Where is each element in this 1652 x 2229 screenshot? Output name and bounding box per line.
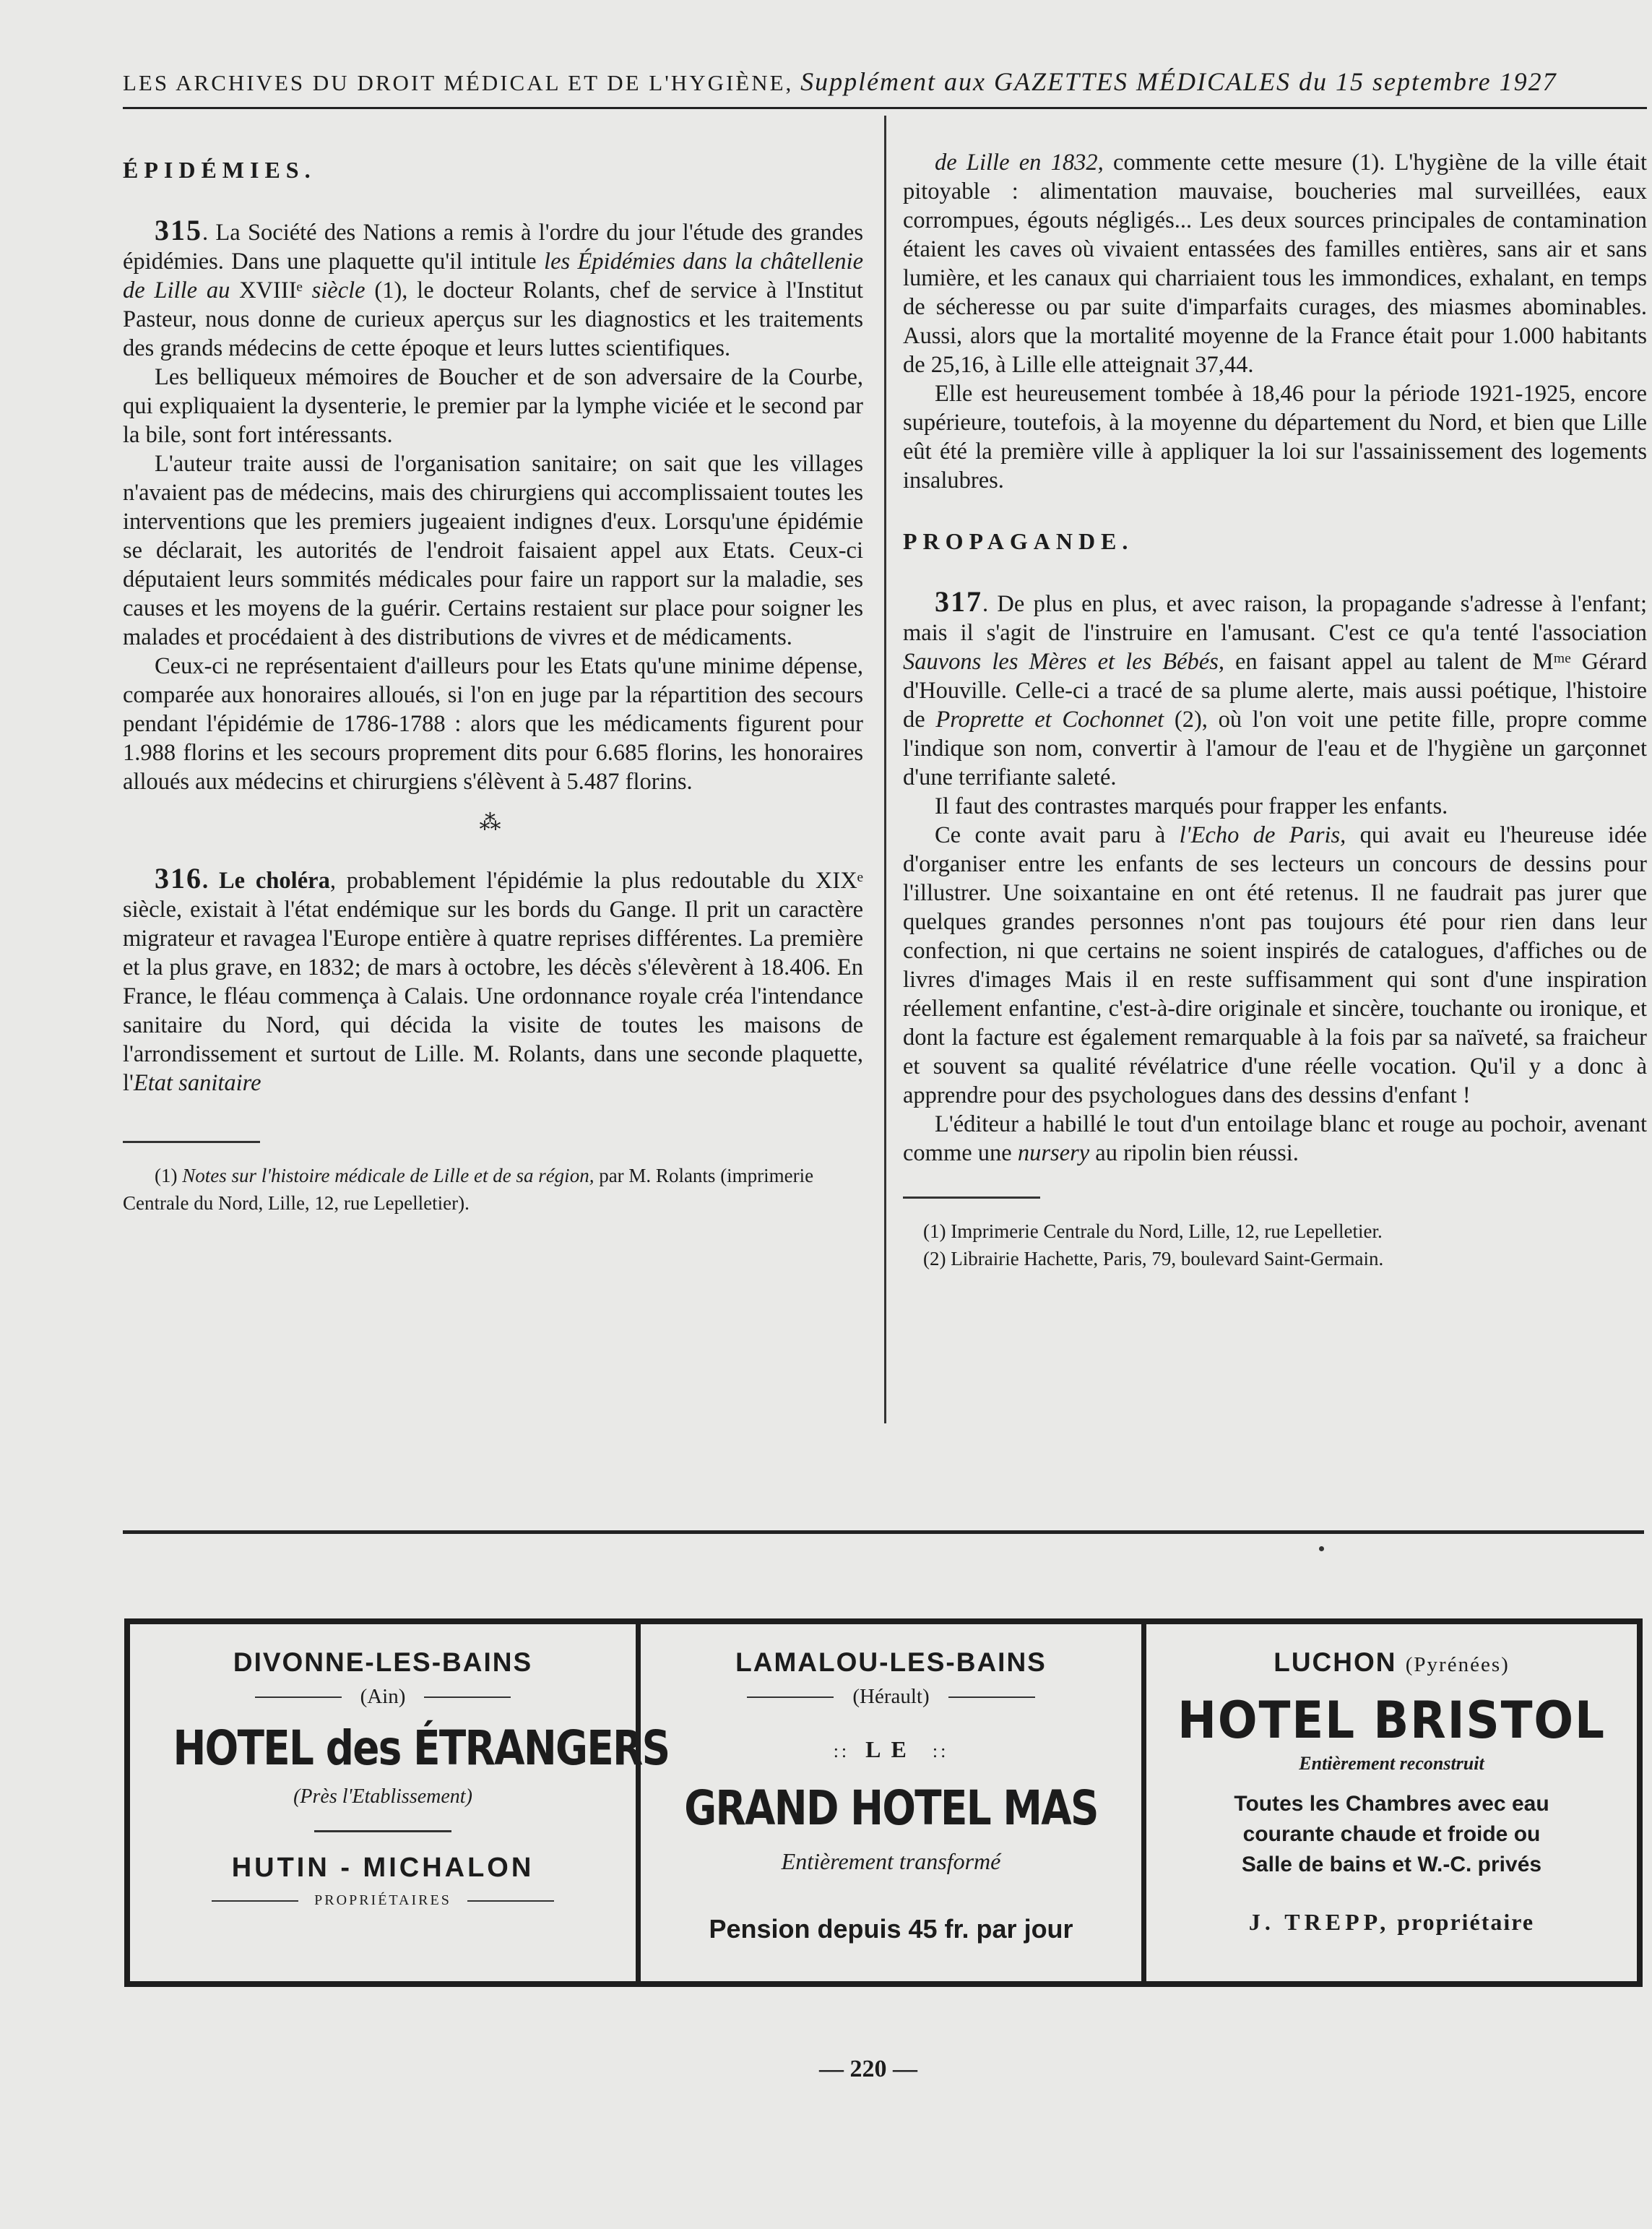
journal-title: LES ARCHIVES DU DROIT MÉDICAL ET DE L'HYGIÈNE, [123,70,794,95]
text-run: XVIIIᵉ [230,277,312,303]
horizontal-divider [123,1530,1644,1534]
ad-owner: HUTIN - MICHALON [231,1853,535,1883]
newspaper-name: l'Echo de Paris, [1179,822,1346,848]
book-title: les Épidémies dans la châtellenie de Lille au [123,249,863,303]
rule [747,1696,834,1698]
column-rule [884,116,886,1423]
ad-hotel-name: HOTEL des ÉTRANGERS [173,1720,670,1776]
ad-town [1146,1647,1637,1678]
paragraph: Ceux-ci ne représentaient d'ailleurs pour les Etats qu'une minime dépense, comparée aux honoraires alloués, si l'on en juge par la répartition des secours pendant l'épidémie de 1786-1788 : alors que les médicaments figurent pour 1.988 florins et les secours proprement dits pour 6.685 florins, les honoraires alloués aux médecins et chirurgiens s'élèvent à 5.487 florins. [123,653,863,795]
book-title: de Lille en 1832, [935,150,1104,176]
text-run: Ce conte avait paru à [935,822,1180,848]
ad-hotel-name: HOTEL BRISTOL [1177,1691,1606,1750]
owner-role: propriétaire [1390,1909,1535,1935]
article-number: 315 [155,214,202,246]
italic-word: nursery [1017,1140,1090,1166]
right-column [903,148,1647,1272]
text-run: au ripolin bien réussi. [1089,1140,1299,1166]
rule [212,1900,298,1902]
text-run: commente cette mesure (1). L'hygiène de la ville était pitoyable : alimentation mauvaise, boucheries mal surveillées, eaux corrompues, égouts négligés... Les deux sources principales de contamination étaient les caves où vivaient entassées des familles entières, sans air et sans lumière, et les canaux qui charriaient tous les immondices, exhalant, en temps de sécheresse ou par suite d'imparfaits curages, des miasmes abominables. Aussi, alors que la mortalité moyenne de la France était pour 1.000 habitants de 25,16, à Lille elle atteignait 37,44. [903,150,1647,378]
article-315-paragraph [123,216,863,363]
article-number: 316 [155,862,202,894]
ornament: :: [932,1741,949,1762]
rule [467,1900,554,1902]
feature-line: Salle de bains et W.-C. privés [1241,1853,1542,1876]
text-run: . La Société des Nations a remis à l'ordre du jour l'étude des grandes épidémies. Dans une plaquette qu'il intitule [123,220,863,275]
article-317-paragraph [903,587,1647,792]
page-number: — 220 — [819,2056,917,2082]
ornament: :: [833,1741,850,1762]
ad-town: DIVONNE-LES-BAINS [233,1647,533,1677]
continued-paragraph [903,148,1647,379]
ad-divonne [130,1624,670,1981]
footnote-1: (1) Imprimerie Centrale du Nord, Lille, 12, rue Lepelletier. [923,1220,1383,1242]
ad-owner-role [130,1892,636,1909]
left-column [123,155,863,1217]
dept-label: (Ain) [360,1685,406,1708]
book-title: Proprette et Cochonnet [935,707,1164,733]
asterism: ⁂ [479,811,507,835]
ad-pension: Pension depuis 45 fr. par jour [709,1914,1073,1944]
article-number: 317 [935,585,982,618]
ad-note: Entièrement transformé [781,1848,1001,1874]
section-title-propagande: PROPAGANDE. [903,528,1134,554]
footnote [123,1162,863,1217]
article-316-paragraph [123,864,863,1098]
advertisement-box [124,1618,1643,1987]
book-title: siècle [311,277,366,303]
paragraph: Elle est heureusement tombée à 18,46 pour la période 1921-1925, encore supérieure, toutefois, à la moyenne du département du Nord, et bien que Lille eût été la première ville à appliquer la loi sur l'assainissement des logements insalubres. [903,381,1647,493]
owner-name: J. TREPP, [1248,1909,1391,1935]
text-run: . De plus en plus, et avec raison, la propagande s'adresse à l'enfant; mais il s'agit de l'instruire en l'amusant. C'est ce qu'a tenté l'association [903,591,1647,646]
ad-note: (Près l'Etablissement) [293,1785,472,1808]
rule [948,1696,1035,1698]
paragraph [903,821,1647,1110]
rule [424,1696,511,1698]
association-name: Sauvons les Mères et les Bébés, [903,649,1224,675]
feature-line: courante chaude et froide ou [1242,1822,1541,1846]
paragraph: Les belliqueux mémoires de Boucher et de son adversaire de la Courbe, qui expliquaient la dysenterie, le premier par la lymphe viciée et le second par la bile, sont fort intéressants. [123,364,863,448]
running-head [123,66,1647,109]
role-label: PROPRIÉTAIRES [314,1892,451,1908]
book-title: Etat sanitaire [133,1070,261,1096]
footnote-2: (2) Librairie Hachette, Paris, 79, boulevard Saint-Germain. [923,1248,1384,1269]
section-title-epidemies: ÉPIDÉMIES. [123,157,316,183]
ad-features [1146,1789,1637,1880]
text-run: , probablement l'épidémie la plus redoutable du XIXᵉ siècle, existait à l'état endémique sur les bords du Gange. Il prit un caractère migrateur et ravagea l'Europe entière à quatre reprises différentes. La première et la plus grave, en 1832; de mars à octobre, les décès s'élevèrent à 18.406. En France, le fléau commença à Calais. Une ordonnance royale créa l'intendance sanitaire du Nord, qui décida la visite de toutes les maisons de l'arrondissement et surtout de Lille. M. Rolants, dans une seconde plaquette, l' [123,868,864,1096]
dept-label: (Hérault) [852,1685,930,1708]
le-label: LE [865,1736,917,1762]
text-run: par M. Rolants (imprimerie Centrale du Nord, Lille, 12, rue Lepelletier). [123,1165,814,1214]
footnote-mark: (1) [155,1165,183,1186]
rule [314,1830,451,1832]
rule [255,1696,342,1698]
ad-department [641,1685,1141,1709]
footnote-title: Notes sur l'histoire médicale de Lille et de sa région, [182,1165,594,1186]
town-label: LUCHON [1273,1647,1397,1677]
ad-note: Entièrement reconstruit [1299,1753,1484,1774]
paragraph: L'auteur traite aussi de l'organisation sanitaire; on sait que les villages n'avaient pas de médecins, mais des chirurgiens qui accomplissaient toutes les interventions que les premiers jugeaient indignes d'eux. Lorsqu'une épidémie se déclarait, les autorités de l'endroit faisaient appel aux Etats. Ceux-ci députaient leurs sommités médicales pour faire un rapport sur la maladie, ses causes et les moyens de la guérir. Certains restaient sur place pour soigner les malades et procédaient à des distributions de vivres et de médicaments. [123,451,863,650]
text-run: L'éditeur a habillé le tout d'un entoilage blanc et rouge au pochoir, avenant comme une [903,1111,1647,1166]
paragraph: Il faut des contrastes marqués pour frapper les enfants. [935,793,1448,819]
feature-line: Toutes les Chambres avec eau [1234,1792,1549,1816]
ad-le [641,1736,1141,1763]
ad-hotel-name: GRAND HOTEL MAS [684,1780,1098,1836]
ad-owner [1146,1909,1637,1936]
text-run: (1), le docteur Rolants, chef de service à l'Institut Pasteur, nous donne de curieux aperçus sur les diagnostics et les traitements des grands médecins de cette époque et leurs luttes scientifiques. [123,277,863,361]
supplement-line: Supplément aux GAZETTES MÉDICALES du 15 septembre 1927 [800,67,1557,96]
text-run: en faisant appel au talent de Mᵐᵉ Gérard d'Houville. Celle-ci a tracé de sa plume alerte, mais aussi poétique, l'histoire de [903,649,1647,733]
ad-town: LAMALOU-LES-BAINS [735,1647,1047,1677]
ad-department [130,1685,636,1709]
footnote-rule [903,1197,1040,1199]
ad-luchon [1141,1624,1637,1981]
text-run: qui avait eu l'heureuse idée d'organiser entre les enfants de ses lecteurs un concours de dessins pour l'illustrer. Une soixantaine en ont été retenus. Il ne faudrait pas jurer que quelques grandes personnes n'ont pas toujours été pour rien dans leur confection, ni que certains ne soient inspirés de catalogues, d'affiches ou de livres d'images Mais il en reste suffisamment qui sont d'une inspiration réellement enfantine, c'est-à-dire originale et sincère, touchante ou ironique, et dont la facture est également remarquable à la fois par sa naïveté, sa fraicheur et souvent sa qualité révélatrice d'une réelle vocation. Qu'il y a donc à apprendre pour des psychologues dans des dessins d'enfant ! [903,822,1647,1108]
divider-dot [1319,1546,1324,1551]
text-run: (2), où l'on voit une petite fille, propre comme l'indique son nom, convertir à l'amour de l'eau et de l'hygiène un garçonnet d'une terrifiante saleté. [903,707,1647,790]
ad-lamalou [636,1624,1141,1981]
town-note: (Pyrénées) [1405,1653,1510,1676]
bold-lead: . Le choléra [202,868,330,894]
footnote-rule [123,1141,260,1143]
paragraph [903,1110,1647,1168]
